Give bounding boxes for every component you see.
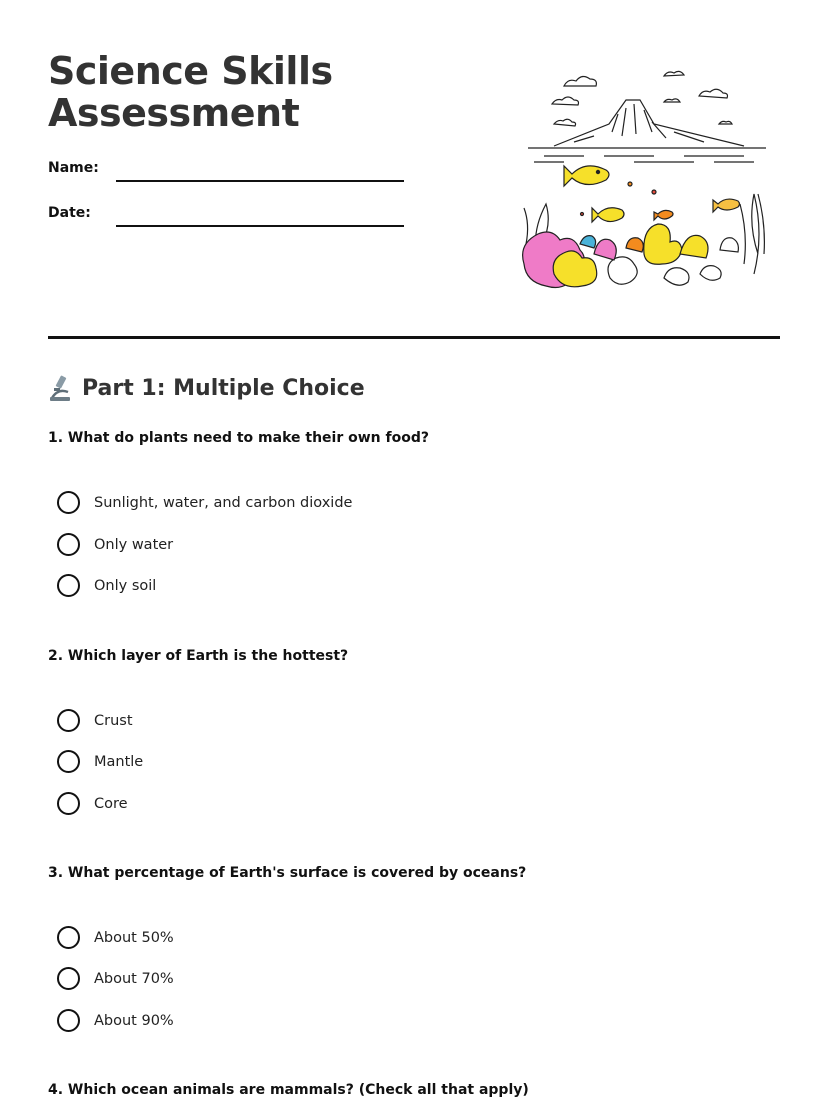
option-label: About 70% [94, 970, 174, 987]
coral-reef-illustration [514, 64, 774, 304]
option-label: Sunlight, water, and carbon dioxide [94, 494, 353, 511]
q1-option-b[interactable] [57, 533, 173, 556]
radio-button[interactable] [57, 709, 80, 732]
section-divider [48, 336, 780, 339]
option-label: Only soil [94, 577, 157, 594]
name-field[interactable] [116, 180, 404, 182]
q1-option-a[interactable] [57, 491, 352, 514]
section-title-text: Part 1: Multiple Choice [82, 375, 365, 401]
q3-option-a[interactable] [57, 926, 174, 949]
option-label: Only water [94, 536, 174, 553]
q2-option-a[interactable] [57, 709, 133, 732]
date-label: Date: [48, 205, 91, 221]
radio-button[interactable] [57, 491, 80, 514]
question-1: 1. What do plants need to make their own food? [48, 430, 429, 446]
option-label: About 90% [94, 1012, 174, 1029]
q2-option-c[interactable] [57, 792, 128, 815]
radio-button[interactable] [57, 750, 80, 773]
option-label: About 50% [94, 929, 174, 946]
option-label: Mantle [94, 753, 144, 770]
radio-button[interactable] [57, 533, 80, 556]
microscope-icon [48, 374, 72, 402]
question-3: 3. What percentage of Earth's surface is covered by oceans? [48, 865, 527, 881]
date-field[interactable] [116, 225, 404, 227]
name-label: Name: [48, 160, 99, 176]
q3-option-b[interactable] [57, 967, 174, 990]
question-4: 4. Which ocean animals are mammals? (Check all that apply) [48, 1082, 529, 1098]
q1-option-c[interactable] [57, 574, 156, 597]
radio-button[interactable] [57, 1009, 80, 1032]
radio-button[interactable] [57, 967, 80, 990]
q2-option-b[interactable] [57, 750, 143, 773]
section-title-part1 [48, 374, 365, 402]
radio-button[interactable] [57, 574, 80, 597]
q3-option-c[interactable] [57, 1009, 174, 1032]
radio-button[interactable] [57, 926, 80, 949]
option-label: Core [94, 795, 128, 812]
radio-button[interactable] [57, 792, 80, 815]
page-title: Science Skills Assessment [48, 49, 333, 135]
question-2: 2. Which layer of Earth is the hottest? [48, 648, 349, 664]
option-label: Crust [94, 712, 133, 729]
